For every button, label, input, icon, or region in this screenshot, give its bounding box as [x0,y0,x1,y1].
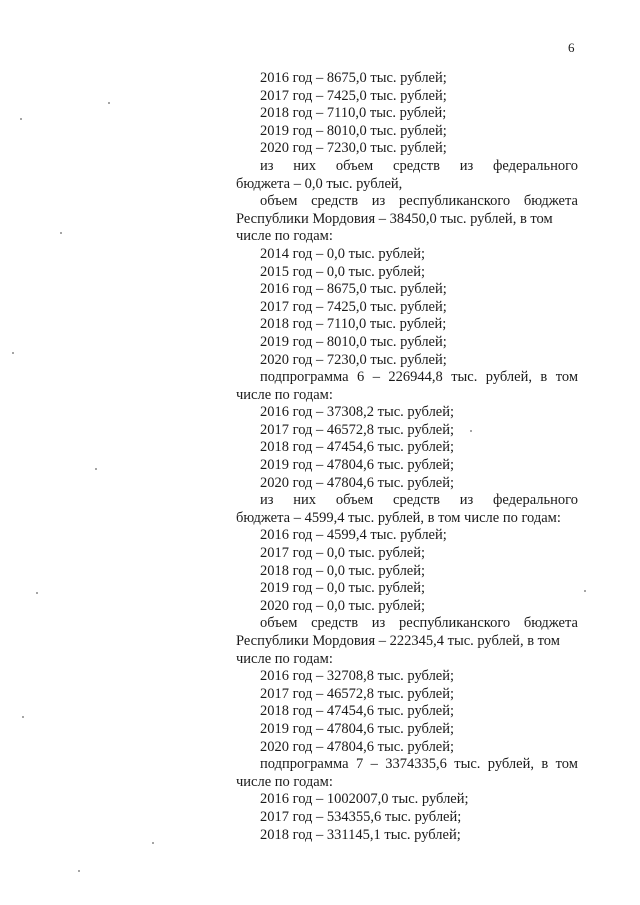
text-line: бюджета – 4599,4 тыс. рублей, в том числе по годам: [236,509,561,526]
year-amount-line: 2020 год – 47804,6 тыс. рублей; [260,738,455,755]
year-amount-line: 2016 год – 37308,2 тыс. рублей; [260,404,455,421]
word: 6 [357,369,365,386]
word: объем [260,615,298,632]
word: из [459,492,474,509]
year-amount-line: 2019 год – 8010,0 тыс. рублей; [260,122,447,139]
year-amount-line: 2019 год – 0,0 тыс. рублей; [260,580,426,597]
year-amount-line: 2016 год – 8675,0 тыс. рублей; [260,281,447,298]
word: подпрограмма [260,756,349,773]
word: бюджета [523,193,578,210]
word: в [540,369,548,386]
year-amount-line: 2017 год – 46572,8 тыс. рублей; [260,685,455,702]
word: них [293,157,317,174]
text-line-justified [236,158,578,176]
word: из [260,157,274,174]
year-amount-line: 2020 год – 47804,6 тыс. рублей; [260,474,455,491]
word: 3374335,6 [385,756,447,773]
year-amount-line: 2020 год – 0,0 тыс. рублей; [260,597,426,614]
word: республиканского [398,615,511,632]
year-amount-line: 2016 год – 8675,0 тыс. рублей; [260,70,447,86]
word: средств [311,193,359,210]
word: том [555,369,578,386]
word: подпрограмма [260,369,349,386]
word: бюджета [523,615,578,632]
year-amount-line: 2016 год – 4599,4 тыс. рублей; [260,527,447,544]
word: в [541,756,549,773]
scan-speck [152,842,154,844]
word: объем [260,193,298,210]
word: из [371,615,386,632]
scan-speck [95,468,97,470]
year-amount-line: 2018 год – 0,0 тыс. рублей; [260,562,426,579]
word: тыс. [451,369,478,386]
scan-speck [36,592,38,594]
word: федерального [493,492,578,509]
text-line-justified [236,756,578,774]
document-body [236,70,578,844]
scan-speck [78,870,80,872]
word: – [372,369,380,386]
word: из [459,157,474,174]
page-number: 6 [568,40,575,55]
text-line-justified [236,615,578,633]
year-amount-line: 2017 год – 7425,0 тыс. рублей; [260,87,447,104]
word: объем [335,492,374,509]
year-amount-line: 2017 год – 0,0 тыс. рублей; [260,545,426,562]
word: средств [393,157,440,174]
text-line-justified [236,492,578,510]
scan-speck [20,118,22,120]
word: объем [335,157,374,174]
year-amount-line: 2018 год – 47454,6 тыс. рублей; [260,439,455,456]
text-line: Республики Мордовия – 222345,4 тыс. рублей, в том [236,633,560,649]
text-line-justified [236,369,578,387]
year-amount-line: 2016 год – 32708,8 тыс. рублей; [260,668,455,685]
year-amount-line: 2019 год – 47804,6 тыс. рублей; [260,720,455,737]
word: рублей, [487,756,534,773]
text-line: Республики Мордовия – 38450,0 тыс. рублей, в том [236,210,553,227]
year-amount-line: 2020 год – 7230,0 тыс. рублей; [260,140,447,157]
year-amount-line: 2017 год – 46572,8 тыс. рублей; [260,421,455,438]
text-line-justified [236,193,578,211]
word: средств [311,615,359,632]
word: тыс. [454,756,481,773]
word: том [555,756,578,773]
year-amount-line: 2014 год – 0,0 тыс. рублей; [260,245,426,262]
scan-speck [584,590,586,592]
year-amount-line: 2018 год – 47454,6 тыс. рублей; [260,703,455,720]
text-line: числе по годам: [236,650,333,667]
year-amount-line: 2019 год – 47804,6 тыс. рублей; [260,457,455,474]
year-amount-line: 2019 год – 8010,0 тыс. рублей; [260,333,447,350]
scan-speck [108,102,110,104]
word: 7 [355,756,364,773]
text-line: бюджета – 0,0 тыс. рублей, [236,175,403,192]
word: них [293,492,317,509]
year-amount-line: 2017 год – 7425,0 тыс. рублей; [260,298,447,315]
scan-speck [60,232,62,234]
word: из [260,492,274,509]
word: средств [393,492,440,509]
word: из [371,193,386,210]
year-amount-line: 2018 год – 7110,0 тыс. рублей; [260,316,447,333]
year-amount-line: 2018 год – 7110,0 тыс. рублей; [260,105,447,122]
word: 226944,8 [388,369,443,386]
year-amount-line: 2016 год – 1002007,0 тыс. рублей; [260,791,469,808]
text-line: числе по годам: [236,773,333,790]
text-line: числе по годам: [236,386,333,403]
year-amount-line: 2015 год – 0,0 тыс. рублей; [260,263,426,280]
text-line: числе по годам: [236,228,333,245]
word: рублей, [485,369,532,386]
scan-speck [12,352,14,354]
year-amount-line: 2020 год – 7230,0 тыс. рублей; [260,351,447,368]
year-amount-line: 2018 год – 331145,1 тыс. рублей; [260,826,461,843]
word: республиканского [398,193,511,210]
year-amount-line: 2017 год – 534355,6 тыс. рублей; [260,808,462,825]
scan-speck [470,430,472,432]
word: федерального [493,157,578,174]
word: – [370,756,378,773]
scan-speck [22,716,24,718]
